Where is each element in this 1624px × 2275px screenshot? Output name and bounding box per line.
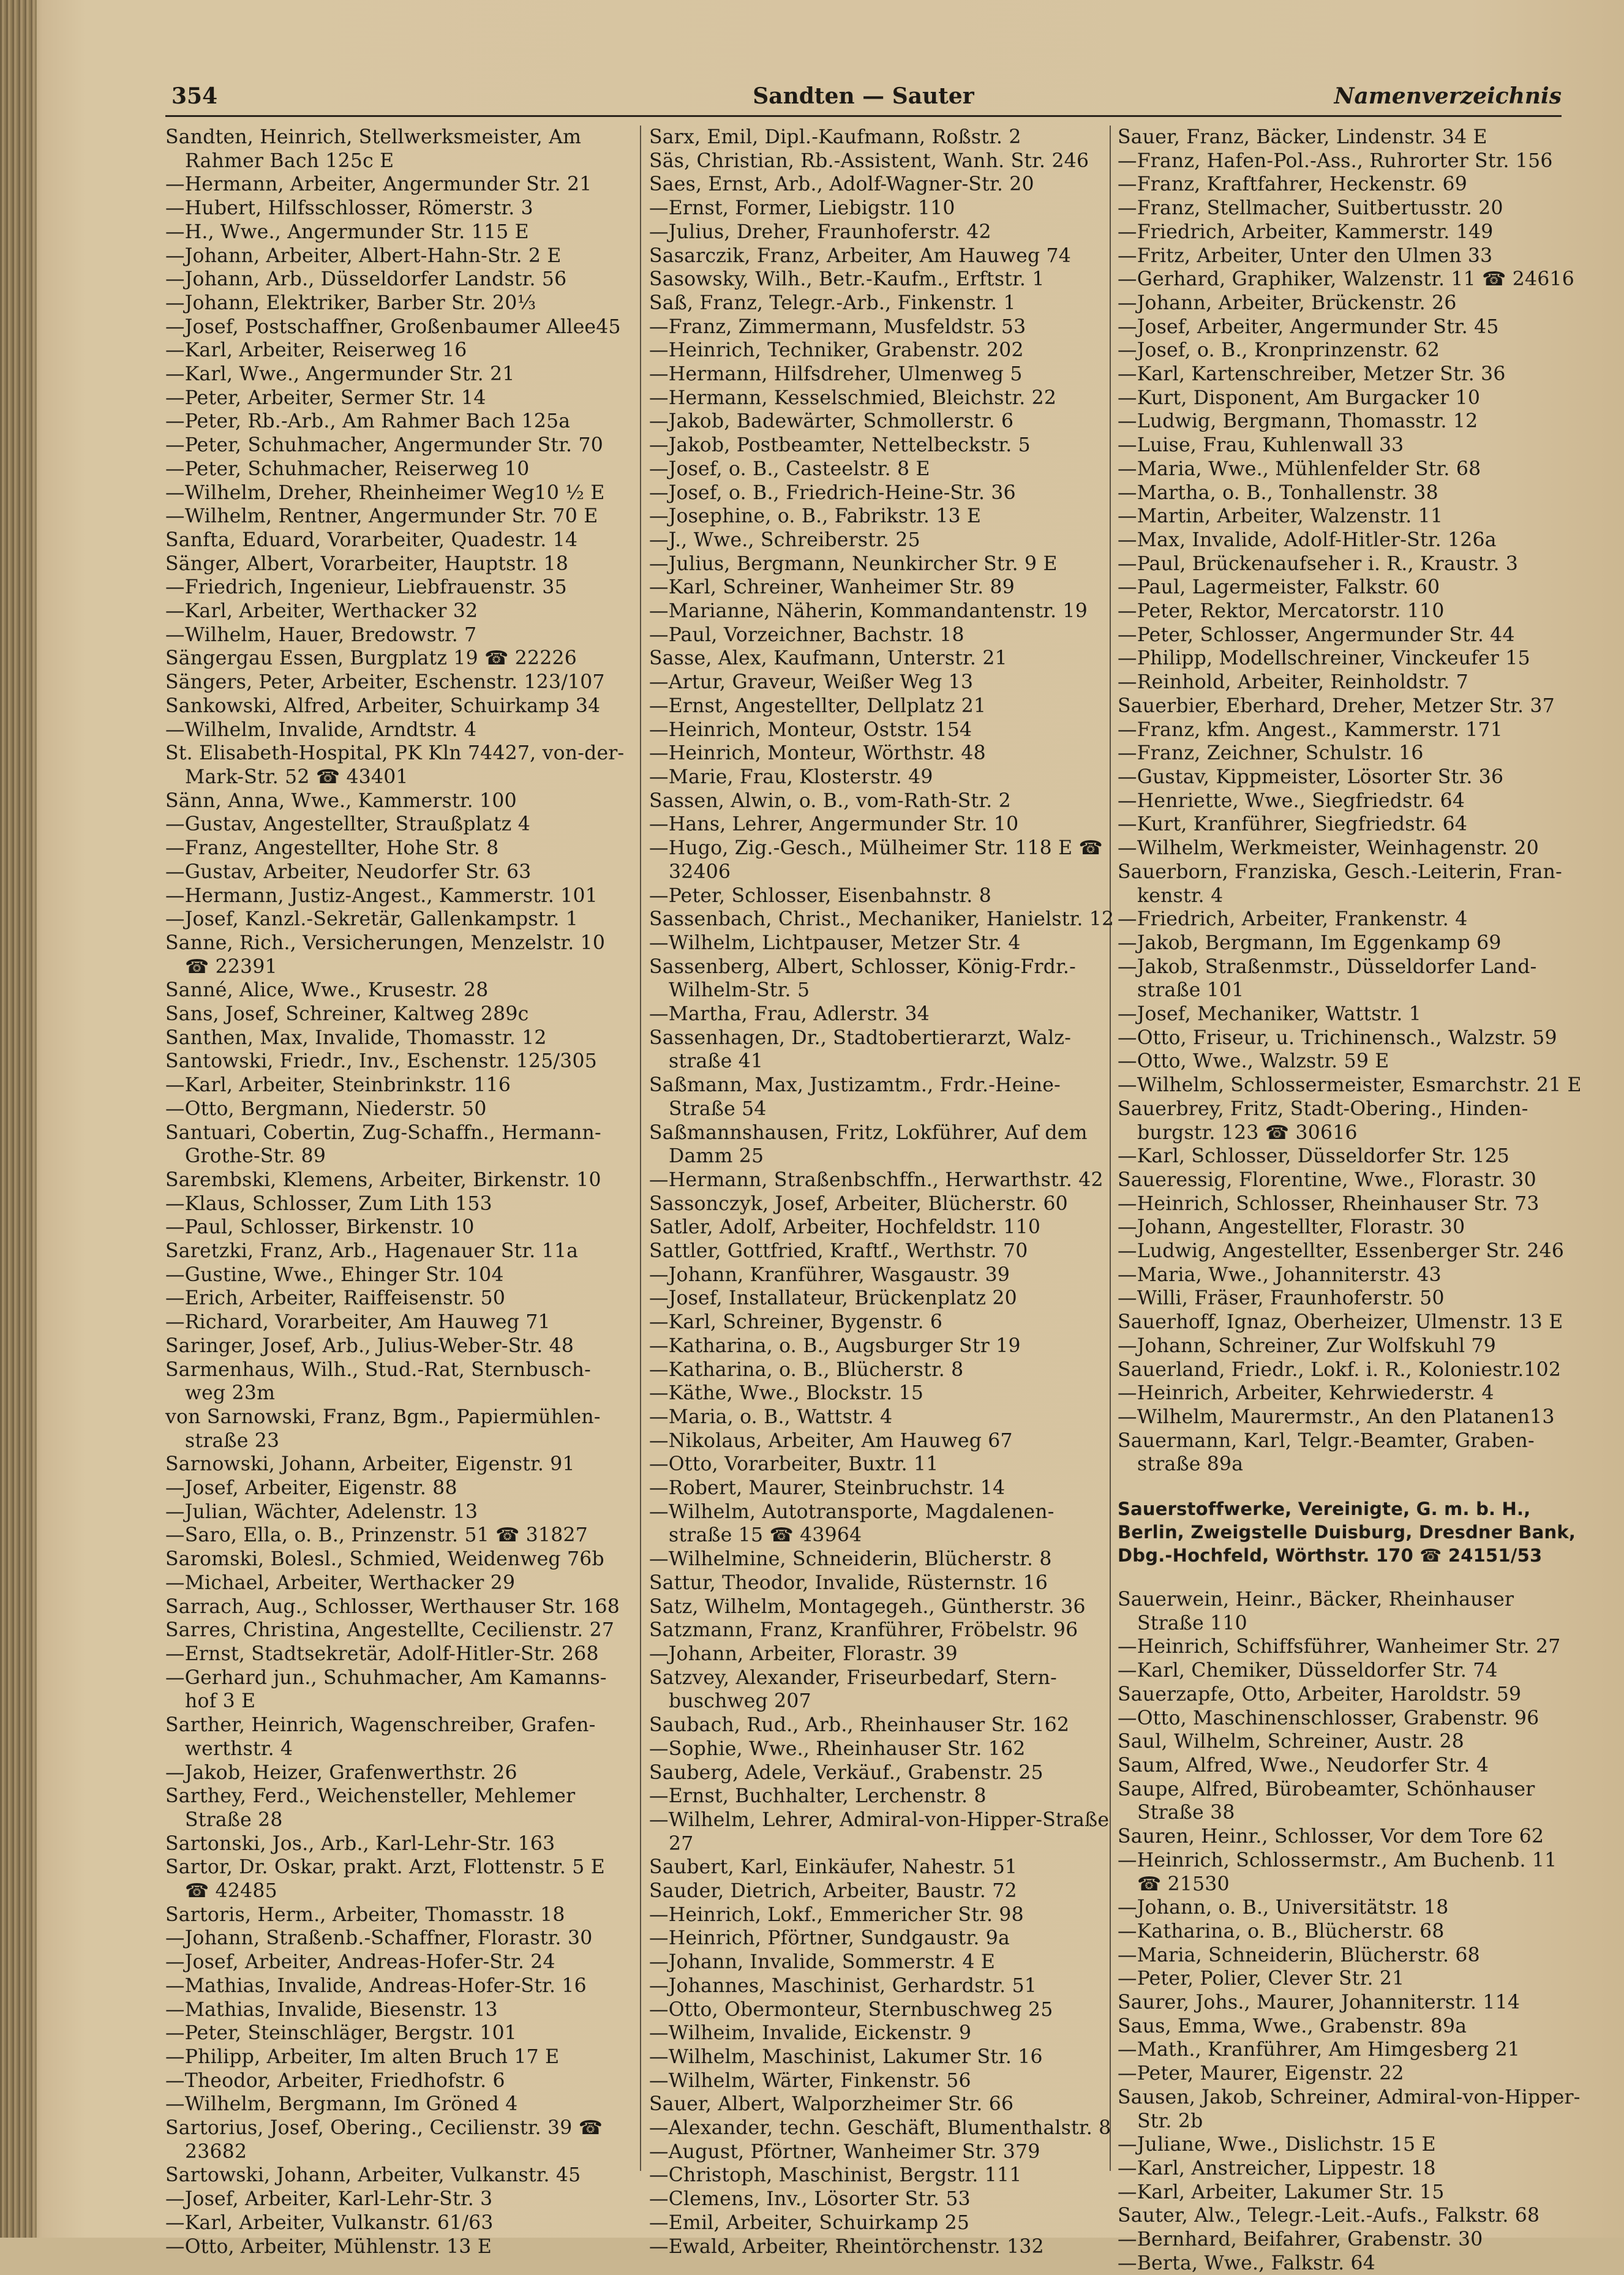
directory-entry: —Julius, Bergmann, Neunkircher Str. 9 E — [649, 552, 1058, 575]
directory-entry: —Karl, Arbeiter, Steinbrinkstr. 116 — [165, 1074, 511, 1097]
directory-entry: —Katharina, o. B., Augsburger Str 19 — [649, 1334, 1021, 1357]
directory-entry: —Julian, Wächter, Adelenstr. 13 — [165, 1500, 478, 1523]
directory-entry: —Philipp, Modellschreiner, Vinckeufer 15 — [1118, 647, 1530, 670]
directory-entry: —Karl, Chemiker, Düsseldorfer Str. 74 — [1118, 1660, 1498, 1682]
directory-entry: —Martin, Arbeiter, Walzenstr. 11 — [1118, 505, 1443, 528]
directory-entry: —Josephine, o. B., Fabrikstr. 13 E — [649, 505, 982, 528]
directory-entry: —Friedrich, Ingenieur, Liebfrauenstr. 35 — [165, 576, 567, 599]
directory-entry: —Julius, Dreher, Fraunhoferstr. 42 — [649, 220, 991, 243]
directory-entry: —Jakob, Straßenmstr., Düsseldorfer Land-straße 101 — [1118, 955, 1537, 1002]
directory-entry: St. Elisabeth-Hospital, PK Kln 74427, von-der-Mark-Str. 52 ☎ 43401 — [165, 742, 625, 788]
directory-entry: —Johann, Straßenb.-Schaffner, Florastr. 30 — [165, 1927, 593, 1950]
directory-entry: —Franz, Zeichner, Schulstr. 16 — [1118, 742, 1424, 765]
directory-entry: —Otto, Vorarbeiter, Buxtr. 11 — [649, 1453, 939, 1476]
directory-entry: Saringer, Josef, Arb., Julius-Weber-Str. 48 — [165, 1334, 574, 1357]
directory-entry: —Johann, o. B., Universitätstr. 18 — [1118, 1897, 1449, 1919]
directory-entry: Sauder, Dietrich, Arbeiter, Baustr. 72 — [649, 1880, 1017, 1903]
directory-entry: —Ernst, Angestellter, Dellplatz 21 — [649, 694, 987, 717]
directory-entry: —Johann, Invalide, Sommerstr. 4 E — [649, 1951, 996, 1974]
directory-entry: —Josef, Arbeiter, Eigenstr. 88 — [165, 1477, 457, 1500]
directory-entry: —Wilhelm, Dreher, Rheinheimer Weg10 ½ E — [165, 481, 605, 504]
directory-entry: —Josef, Kanzl.-Sekretär, Gallenkampstr. 1 — [165, 908, 579, 931]
directory-entry: —Jakob, Bergmann, Im Eggenkamp 69 — [1118, 931, 1502, 954]
directory-entry: —Josef, Arbeiter, Karl-Lehr-Str. 3 — [165, 2188, 493, 2211]
directory-entry: —Hermann, Hilfsdreher, Ulmenweg 5 — [649, 363, 1023, 386]
book-spine — [0, 0, 37, 2238]
directory-entry: —Heinrich, Techniker, Grabenstr. 202 — [649, 339, 1024, 362]
directory-entry: Sartoris, Herm., Arbeiter, Thomasstr. 18 — [165, 1903, 565, 1926]
directory-entry: Sauerbier, Eberhard, Dreher, Metzer Str. 37 — [1118, 694, 1555, 717]
section-title: Namenverzeichnis — [1334, 83, 1562, 109]
directory-entry: Sanné, Alice, Wwe., Krusestr. 28 — [165, 979, 489, 1002]
directory-entry: —Karl, Arbeiter, Werthacker 32 — [165, 600, 478, 623]
directory-entry: Sarembski, Klemens, Arbeiter, Birkenstr. 10 — [165, 1168, 601, 1191]
directory-entry: Sänger, Albert, Vorarbeiter, Hauptstr. 18 — [165, 552, 569, 575]
directory-entry: —Franz, Kraftfahrer, Heckenstr. 69 — [1118, 173, 1467, 196]
directory-entry: —Maria, Wwe., Mühlenfelder Str. 68 — [1118, 457, 1481, 480]
directory-entry: —Josef, o. B., Casteelstr. 8 E — [649, 457, 930, 480]
directory-entry: Sandten, Heinrich, Stellwerksmeister, Am Rahmer Bach 125c E — [165, 126, 582, 172]
directory-entry: —Johann, Arb., Düsseldorfer Landstr. 56 — [165, 268, 567, 291]
directory-entry: —Juliane, Wwe., Dislichstr. 15 E — [1118, 2134, 1436, 2156]
directory-entry: Sanfta, Eduard, Vorarbeiter, Quadestr. 14 — [165, 528, 578, 551]
directory-entry: —Hermann, Kesselschmied, Bleichstr. 22 — [649, 386, 1057, 409]
directory-entry: —Jakob, Postbeamter, Nettelbeckstr. 5 — [649, 434, 1031, 457]
directory-entry: —Wilhelm, Invalide, Arndtstr. 4 — [165, 718, 477, 741]
directory-entry: —Peter, Schuhmacher, Reiserweg 10 — [165, 457, 530, 480]
directory-entry: —Johann, Elektriker, Barber Str. 20⅓ — [165, 291, 536, 314]
directory-entry: Sasowsky, Wilh., Betr.-Kaufm., Erftstr. 1 — [649, 268, 1045, 291]
directory-entry: —Henriette, Wwe., Siegfriedstr. 64 — [1118, 789, 1465, 812]
directory-entry: —Peter, Schlosser, Eisenbahnstr. 8 — [649, 884, 991, 907]
directory-entry: —Maria, o. B., Wattstr. 4 — [649, 1405, 893, 1428]
directory-entry: —Gustine, Wwe., Ehinger Str. 104 — [165, 1263, 504, 1286]
directory-entry: —Franz, Hafen-Pol.-Ass., Ruhrorter Str. 156 — [1118, 149, 1553, 172]
directory-entry: —Karl, Anstreicher, Lippestr. 18 — [1118, 2157, 1436, 2179]
directory-entry: Saus, Emma, Wwe., Grabenstr. 89a — [1118, 2015, 1467, 2037]
directory-entry: —Katharina, o. B., Blücherstr. 68 — [1118, 1920, 1445, 1942]
directory-entry: Sattler, Gottfried, Kraftf., Werthstr. 70 — [649, 1240, 1028, 1263]
directory-entry: —Martha, Frau, Adlerstr. 34 — [649, 1003, 930, 1026]
directory-entry: —Sophie, Wwe., Rheinhauser Str. 162 — [649, 1737, 1026, 1760]
directory-entry: —Kurt, Disponent, Am Burgacker 10 — [1118, 386, 1481, 409]
directory-entry: —Paul, Lagermeister, Falkstr. 60 — [1118, 576, 1440, 599]
directory-entry: Saueressig, Florentine, Wwe., Florastr. 30 — [1118, 1168, 1536, 1191]
directory-entry: —Karl, Kartenschreiber, Metzer Str. 36 — [1118, 363, 1506, 386]
directory-entry: Sauerhoff, Ignaz, Oberheizer, Ulmenstr. 13 E — [1118, 1311, 1563, 1334]
directory-entry: —Peter, Steinschläger, Bergstr. 101 — [165, 2022, 517, 2045]
directory-entry: —Wilhelm, Maschinist, Lakumer Str. 16 — [649, 2045, 1043, 2068]
directory-entry: —Marie, Frau, Klosterstr. 49 — [649, 765, 933, 788]
directory-entry: —Hermann, Arbeiter, Angermunder Str. 21 — [165, 173, 592, 196]
directory-entry: Saes, Ernst, Arb., Adolf-Wagner-Str. 20 — [649, 173, 1034, 196]
directory-entry: —Peter, Schlosser, Angermunder Str. 44 — [1118, 623, 1515, 646]
directory-entry: —Josef, Arbeiter, Angermunder Str. 45 — [1118, 315, 1499, 338]
directory-entry: —Hubert, Hilfsschlosser, Römerstr. 3 — [165, 197, 533, 220]
directory-entry: —Josef, Mechaniker, Wattstr. 1 — [1118, 1003, 1422, 1026]
directory-entry: —Heinrich, Lokf., Emmericher Str. 98 — [649, 1903, 1024, 1926]
directory-entry: Saum, Alfred, Wwe., Neudorfer Str. 4 — [1118, 1754, 1489, 1777]
directory-entry: Sassen, Alwin, o. B., vom-Rath-Str. 2 — [649, 789, 1011, 812]
page-range-title: Sandten — Sauter — [753, 83, 974, 109]
directory-entry: —Johann, Schreiner, Zur Wolfskuhl 79 — [1118, 1334, 1496, 1357]
directory-entry: Sängergau Essen, Burgplatz 19 ☎ 22226 — [165, 647, 577, 670]
directory-entry: —J., Wwe., Schreiberstr. 25 — [649, 528, 920, 551]
directory-entry: —Kurt, Kranführer, Siegfriedstr. 64 — [1118, 813, 1468, 836]
directory-entry: —Friedrich, Arbeiter, Kammerstr. 149 — [1118, 220, 1494, 243]
page-number: 354 — [171, 83, 218, 109]
directory-entry: —Gustav, Kippmeister, Lösorter Str. 36 — [1118, 765, 1504, 788]
directory-entry: Sänn, Anna, Wwe., Kammerstr. 100 — [165, 789, 517, 812]
directory-entry: Sauerland, Friedr., Lokf. i. R., Koloniestr.102 — [1118, 1358, 1562, 1381]
directory-entry: —Math., Kranführer, Am Himgesberg 21 — [1118, 2039, 1521, 2061]
directory-entry: Sarrach, Aug., Schlosser, Werthauser Str. 168 — [165, 1595, 620, 1618]
directory-entry: —Johannes, Maschinist, Gerhardstr. 51 — [649, 1974, 1037, 1997]
directory-entry: —Erich, Arbeiter, Raiffeisenstr. 50 — [165, 1287, 506, 1310]
directory-entry: —Josef, Installateur, Brückenplatz 20 — [649, 1287, 1017, 1310]
directory-entry: Saupe, Alfred, Bürobeamter, Schönhauser Straße 38 — [1118, 1778, 1535, 1824]
directory-entry: —Paul, Schlosser, Birkenstr. 10 — [165, 1216, 475, 1239]
directory-entry: —Wilhelm, Autotransporte, Magdalenen-straße 15 ☎ 43964 — [649, 1500, 1054, 1547]
directory-entry: —Otto, Friseur, u. Trichinensch., Walzstr. 59 — [1118, 1026, 1557, 1049]
directory-entry: Sauberg, Adele, Verkäuf., Grabenstr. 25 — [649, 1761, 1043, 1784]
directory-entry: —Mathias, Invalide, Andreas-Hofer-Str. 16 — [165, 1974, 587, 1997]
directory-entry: —Josef, Postschaffner, Großenbaumer Allee45 — [165, 315, 621, 338]
directory-entry: Sasse, Alex, Kaufmann, Unterstr. 21 — [649, 647, 1007, 670]
directory-entry: —Heinrich, Schiffsführer, Wanheimer Str. 27 — [1118, 1636, 1561, 1658]
directory-entry: —Heinrich, Monteur, Oststr. 154 — [649, 718, 972, 741]
directory-entry: Saurer, Johs., Maurer, Johanniterstr. 114 — [1118, 1991, 1521, 2014]
directory-entry: —Gustav, Angestellter, Straußplatz 4 — [165, 813, 530, 836]
directory-entry: —Ernst, Buchhalter, Lerchenstr. 8 — [649, 1785, 987, 1808]
directory-entry: —Berta, Wwe., Falkstr. 64 — [1118, 2252, 1376, 2274]
directory-entry: Sartonski, Jos., Arb., Karl-Lehr-Str. 163 — [165, 1832, 555, 1855]
directory-entry: —Karl, Schreiner, Wanheimer Str. 89 — [649, 576, 1015, 599]
directory-entry: Sauerwein, Heinr., Bäcker, Rheinhauser Straße 110 — [1118, 1589, 1514, 1634]
directory-entry: —Ludwig, Bergmann, Thomasstr. 12 — [1118, 410, 1478, 433]
directory-entry: —Heinrich, Arbeiter, Kehrwiederstr. 4 — [1118, 1382, 1494, 1405]
directory-entry: von Sarnowski, Franz, Bgm., Papiermühlen-straße 23 — [165, 1405, 601, 1452]
directory-entry: —Willi, Fräser, Fraunhoferstr. 50 — [1118, 1287, 1445, 1310]
directory-entry: —Karl, Schlosser, Düsseldorfer Str. 125 — [1118, 1145, 1510, 1168]
directory-entry: —Ernst, Stadtsekretär, Adolf-Hitler-Str. 268 — [165, 1643, 599, 1665]
page-header — [165, 78, 1562, 117]
directory-entry: Saubach, Rud., Arb., Rheinhauser Str. 162 — [649, 1714, 1070, 1737]
directory-entry: —Friedrich, Arbeiter, Frankenstr. 4 — [1118, 908, 1468, 931]
directory-entry: Sauerzapfe, Otto, Arbeiter, Haroldstr. 59 — [1118, 1683, 1522, 1705]
directory-entry: —Peter, Schuhmacher, Angermunder Str. 70 — [165, 434, 603, 457]
directory-entry: —Paul, Vorzeichner, Bachstr. 18 — [649, 623, 964, 646]
directory-entry: —Reinhold, Arbeiter, Reinholdstr. 7 — [1118, 671, 1469, 694]
directory-entry: Sassenberg, Albert, Schlosser, König-Frdr.-Wilhelm-Str. 5 — [649, 955, 1076, 1002]
directory-entry: Santuari, Cobertin, Zug-Schaffn., Hermann-Grothe-Str. 89 — [165, 1121, 601, 1168]
directory-entry: —Otto, Arbeiter, Mühlenstr. 13 E — [165, 2235, 492, 2258]
directory-entry: —Wilhelm, Werkmeister, Weinhagenstr. 20 — [1118, 837, 1539, 860]
directory-entry: Sans, Josef, Schreiner, Kaltweg 289c — [165, 1003, 529, 1026]
directory-entry: —Johann, Angestellter, Florastr. 30 — [1118, 1216, 1465, 1239]
directory-entry: Saß, Franz, Telegr.-Arb., Finkenstr. 1 — [649, 291, 1016, 314]
directory-entry: Sanne, Rich., Versicherungen, Menzelstr. 10 ☎ 22391 — [165, 931, 606, 978]
directory-entry: —Max, Invalide, Adolf-Hitler-Str. 126a — [1118, 528, 1497, 551]
directory-entry: —Katharina, o. B., Blücherstr. 8 — [649, 1358, 964, 1381]
directory-entry: —Josef, Arbeiter, Andreas-Hofer-Str. 24 — [165, 1951, 555, 1974]
directory-entry: —Franz, kfm. Angest., Kammerstr. 171 — [1118, 718, 1503, 741]
directory-entry: —Emil, Arbeiter, Schuirkamp 25 — [649, 2211, 970, 2234]
directory-entry: —Ludwig, Angestellter, Essenberger Str. 246 — [1118, 1240, 1565, 1263]
directory-entry: —Jakob, Heizer, Grafenwerthstr. 26 — [165, 1761, 517, 1784]
directory-entry: —Wilhelm, Maurermstr., An den Platanen13 — [1118, 1405, 1555, 1428]
directory-entry: —H., Wwe., Angermunder Str. 115 E — [165, 220, 529, 243]
directory-entry: —Wilhelm, Schlossermeister, Esmarchstr. 21 E — [1118, 1074, 1582, 1097]
directory-entry: —Wilhelmine, Schneiderin, Blücherstr. 8 — [649, 1548, 1052, 1571]
directory-entry: —Franz, Angestellter, Hohe Str. 8 — [165, 837, 499, 860]
directory-entry: Sängers, Peter, Arbeiter, Eschenstr. 123/107 — [165, 671, 605, 694]
directory-entry: —Robert, Maurer, Steinbruchstr. 14 — [649, 1477, 1006, 1500]
directory-entry: Sarthey, Ferd., Weichensteller, Mehlemer Straße 28 — [165, 1785, 576, 1831]
directory-entry: —Luise, Frau, Kuhlenwall 33 — [1118, 434, 1404, 457]
directory-entry: —Gustav, Arbeiter, Neudorfer Str. 63 — [165, 860, 532, 883]
directory-entry: —Hugo, Zig.-Gesch., Mülheimer Str. 118 E ☎ 32406 — [649, 837, 1103, 883]
directory-entry: Saul, Wilhelm, Schreiner, Austr. 28 — [1118, 1731, 1465, 1753]
directory-entry: Saromski, Bolesl., Schmied, Weidenweg 76b — [165, 1548, 604, 1571]
directory-entry: —Maria, Schneiderin, Blücherstr. 68 — [1118, 1944, 1480, 1966]
directory-entry: —Alexander, techn. Geschäft, Blumenthalstr. 8 — [649, 2117, 1111, 2140]
directory-entry: Sarres, Christina, Angestellte, Cecilienstr. 27 — [165, 1619, 615, 1642]
directory-entry: —Karl, Arbeiter, Reiserweg 16 — [165, 339, 467, 362]
column-divider — [640, 126, 641, 2171]
directory-entry: Saßmann, Max, Justizamtm., Frdr.-Heine-Straße 54 — [649, 1074, 1061, 1120]
directory-entry: —Johann, Kranführer, Wasgaustr. 39 — [649, 1263, 1010, 1286]
directory-entry: Sarmenhaus, Wilh., Stud.-Rat, Sternbusch-weg 23m — [165, 1358, 591, 1405]
directory-entry: —Heinrich, Monteur, Wörthstr. 48 — [649, 742, 986, 765]
directory-entry: —Otto, Bergmann, Niederstr. 50 — [165, 1097, 487, 1120]
directory-entry: Satler, Adolf, Arbeiter, Hochfeldstr. 110 — [649, 1216, 1041, 1239]
directory-entry: —Johann, Arbeiter, Albert-Hahn-Str. 2 E — [165, 244, 562, 267]
directory-entry: —Karl, Arbeiter, Vulkanstr. 61/63 — [165, 2211, 494, 2234]
directory-entry: —Karl, Schreiner, Bygenstr. 6 — [649, 1311, 943, 1334]
directory-entry: Sattur, Theodor, Invalide, Rüsternstr. 16 — [649, 1571, 1048, 1594]
directory-column-1 — [165, 126, 631, 2258]
directory-entry: —Peter, Maurer, Eigenstr. 22 — [1118, 2063, 1404, 2085]
directory-entry: —Wilhelm, Lehrer, Admiral-von-Hipper-Straße 27 — [649, 1808, 1110, 1855]
directory-entry: Sauermann, Karl, Telgr.-Beamter, Graben-straße 89a — [1118, 1429, 1535, 1476]
directory-entry: —Peter, Rb.-Arb., Am Rahmer Bach 125a — [165, 410, 571, 433]
directory-entry: —Franz, Zimmermann, Musfeldstr. 53 — [649, 315, 1026, 338]
directory-entry: Sauerborn, Franziska, Gesch.-Leiterin, Fran-kenstr. 4 — [1118, 860, 1562, 907]
directory-entry: —Michael, Arbeiter, Werthacker 29 — [165, 1571, 516, 1594]
directory-entry: —Wilhelm, Wärter, Finkenstr. 56 — [649, 2069, 971, 2092]
directory-entry: —Gerhard, Graphiker, Walzenstr. 11 ☎ 24616 — [1118, 268, 1574, 291]
directory-entry: —Gerhard jun., Schuhmacher, Am Kamanns-hof 3 E — [165, 1666, 607, 1713]
directory-entry: Sassonczyk, Josef, Arbeiter, Blücherstr. 60 — [649, 1192, 1068, 1215]
directory-entry: —Otto, Maschinenschlosser, Grabenstr. 96 — [1118, 1707, 1539, 1729]
directory-entry: Satz, Wilhelm, Montagegeh., Güntherstr. 36 — [649, 1595, 1086, 1618]
directory-entry: Satzvey, Alexander, Friseurbedarf, Stern-buschweg 207 — [649, 1666, 1057, 1713]
directory-entry: Sankowski, Alfred, Arbeiter, Schuirkamp 34 — [165, 694, 601, 717]
directory-entry: —Clemens, Inv., Lösorter Str. 53 — [649, 2188, 971, 2211]
directory-entry: —Otto, Obermonteur, Sternbuschweg 25 — [649, 1998, 1053, 2021]
directory-entry: Sassenbach, Christ., Mechaniker, Hanielstr. 12 — [649, 908, 1115, 931]
directory-entry: —Otto, Wwe., Walzstr. 59 E — [1118, 1050, 1389, 1073]
directory-entry: —Theodor, Arbeiter, Friedhofstr. 6 — [165, 2069, 505, 2092]
directory-entry: Säs, Christian, Rb.-Assistent, Wanh. Str. 246 — [649, 149, 1089, 172]
directory-entry: —Wilheim, Invalide, Eickenstr. 9 — [649, 2022, 972, 2045]
directory-entry: —Karl, Arbeiter, Lakumer Str. 15 — [1118, 2181, 1445, 2203]
directory-entry: Saubert, Karl, Einkäufer, Nahestr. 51 — [649, 1856, 1018, 1879]
business-advertisement: Sauerstoffwerke, Vereinigte, G. m. b. H., Berlin, Zweigstelle Duisburg, Dresdner Bank, Dbg.-Hochfeld, Wörthstr. 170 ☎ 24151/53 — [1118, 1498, 1576, 1566]
directory-entry: Sassenhagen, Dr., Stadtobertierarzt, Walz-straße 41 — [649, 1026, 1072, 1073]
directory-entry: Sauer, Franz, Bäcker, Lindenstr. 34 E — [1118, 126, 1487, 148]
directory-entry: —Josef, o. B., Friedrich-Heine-Str. 36 — [649, 481, 1016, 504]
directory-entry: —Artur, Graveur, Weißer Weg 13 — [649, 671, 974, 694]
directory-entry: —Maria, Wwe., Johanniterstr. 43 — [1118, 1263, 1442, 1286]
directory-entry: —Richard, Vorarbeiter, Am Hauweg 71 — [165, 1311, 551, 1334]
directory-entry: Santowski, Friedr., Inv., Eschenstr. 125/305 — [165, 1050, 597, 1073]
directory-entry: —Klaus, Schlosser, Zum Lith 153 — [165, 1192, 492, 1215]
directory-entry: —Josef, o. B., Kronprinzenstr. 62 — [1118, 339, 1440, 362]
directory-entry: —Johann, Arbeiter, Brückenstr. 26 — [1118, 291, 1457, 314]
directory-entry: —Käthe, Wwe., Blockstr. 15 — [649, 1382, 924, 1405]
directory-entry: —Wilhelm, Rentner, Angermunder Str. 70 E — [165, 505, 598, 528]
directory-entry: —Hans, Lehrer, Angermunder Str. 10 — [649, 813, 1019, 836]
directory-entry: —Saro, Ella, o. B., Prinzenstr. 51 ☎ 31827 — [165, 1524, 588, 1547]
directory-entry: Sausen, Jakob, Schreiner, Admiral-von-Hipper-Str. 2b — [1118, 2086, 1581, 2132]
directory-entry: —Peter, Rektor, Mercatorstr. 110 — [1118, 600, 1445, 623]
directory-column-2 — [649, 126, 1115, 2258]
directory-entry: Sarther, Heinrich, Wagenschreiber, Grafen-werthstr. 4 — [165, 1714, 596, 1760]
directory-entry: —Christoph, Maschinist, Bergstr. 111 — [649, 2164, 1022, 2187]
directory-entry: —Wilhelm, Hauer, Bredowstr. 7 — [165, 623, 477, 646]
directory-entry: —August, Pförtner, Wanheimer Str. 379 — [649, 2140, 1040, 2163]
directory-entry: —Marianne, Näherin, Kommandantenstr. 19 — [649, 600, 1088, 623]
directory-entry: —Heinrich, Schlossermstr., Am Buchenb. 11 ☎ 21530 — [1118, 1849, 1557, 1895]
directory-entry: Saretzki, Franz, Arb., Hagenauer Str. 11a — [165, 1240, 579, 1263]
directory-column-3 — [1118, 126, 1583, 2274]
directory-entry: Sarx, Emil, Dipl.-Kaufmann, Roßstr. 2 — [649, 126, 1021, 148]
directory-entry: Sartorius, Josef, Obering., Cecilienstr. 39 ☎ 23682 — [165, 2117, 603, 2163]
directory-entry: Satzmann, Franz, Kranführer, Fröbelstr. 96 — [649, 1619, 1078, 1642]
directory-entry: Santhen, Max, Invalide, Thomasstr. 12 — [165, 1026, 547, 1049]
directory-entry: Sauren, Heinr., Schlosser, Vor dem Tore 62 — [1118, 1826, 1544, 1848]
directory-entry: —Peter, Arbeiter, Sermer Str. 14 — [165, 386, 486, 409]
directory-entry: —Paul, Brückenaufseher i. R., Kraustr. 3 — [1118, 552, 1519, 575]
directory-entry: —Wilhelm, Bergmann, Im Gröned 4 — [165, 2093, 518, 2116]
directory-entry: —Heinrich, Schlosser, Rheinhauser Str. 73 — [1118, 1192, 1539, 1215]
directory-entry: —Wilhelm, Lichtpauser, Metzer Str. 4 — [649, 931, 1021, 954]
directory-entry: —Franz, Stellmacher, Suitbertusstr. 20 — [1118, 197, 1503, 220]
directory-entry: —Jakob, Badewärter, Schmollerstr. 6 — [649, 410, 1014, 433]
directory-entry: —Hermann, Straßenbschffn., Herwarthstr. 42 — [649, 1168, 1103, 1191]
directory-entry: —Heinrich, Pförtner, Sundgaustr. 9a — [649, 1927, 1010, 1950]
directory-entry: Sasarczik, Franz, Arbeiter, Am Hauweg 74 — [649, 244, 1072, 267]
directory-entry: —Mathias, Invalide, Biesenstr. 13 — [165, 1998, 498, 2021]
directory-entry: Saßmannshausen, Fritz, Lokführer, Auf dem Damm 25 — [649, 1121, 1088, 1168]
directory-entry: —Ernst, Former, Liebigstr. 110 — [649, 197, 955, 220]
directory-entry: Sartor, Dr. Oskar, prakt. Arzt, Flottenstr. 5 E ☎ 42485 — [165, 1856, 605, 1903]
directory-entry: —Johann, Arbeiter, Florastr. 39 — [649, 1643, 958, 1665]
directory-entry: Sarnowski, Johann, Arbeiter, Eigenstr. 91 — [165, 1453, 575, 1476]
directory-entry: Sartowski, Johann, Arbeiter, Vulkanstr. 45 — [165, 2164, 581, 2187]
directory-entry: Sauer, Albert, Walporzheimer Str. 66 — [649, 2093, 1014, 2116]
directory-entry: —Karl, Wwe., Angermunder Str. 21 — [165, 363, 515, 386]
directory-entry: —Peter, Polier, Clever Str. 21 — [1118, 1968, 1405, 1990]
directory-entry: —Bernhard, Beifahrer, Grabenstr. 30 — [1118, 2228, 1483, 2251]
directory-entry: Sauter, Alw., Telegr.-Leit.-Aufs., Falkstr. 68 — [1118, 2205, 1540, 2227]
directory-entry: —Ewald, Arbeiter, Rheintörchenstr. 132 — [649, 2235, 1044, 2258]
directory-entry: —Hermann, Justiz-Angest., Kammerstr. 101 — [165, 884, 598, 907]
directory-entry: Sauerbrey, Fritz, Stadt-Obering., Hinden-burgstr. 123 ☎ 30616 — [1118, 1097, 1528, 1144]
directory-entry: —Philipp, Arbeiter, Im alten Bruch 17 E — [165, 2045, 560, 2068]
directory-entry: —Fritz, Arbeiter, Unter den Ulmen 33 — [1118, 244, 1493, 267]
directory-entry: —Nikolaus, Arbeiter, Am Hauweg 67 — [649, 1429, 1013, 1452]
directory-entry: —Martha, o. B., Tonhallenstr. 38 — [1118, 481, 1438, 504]
